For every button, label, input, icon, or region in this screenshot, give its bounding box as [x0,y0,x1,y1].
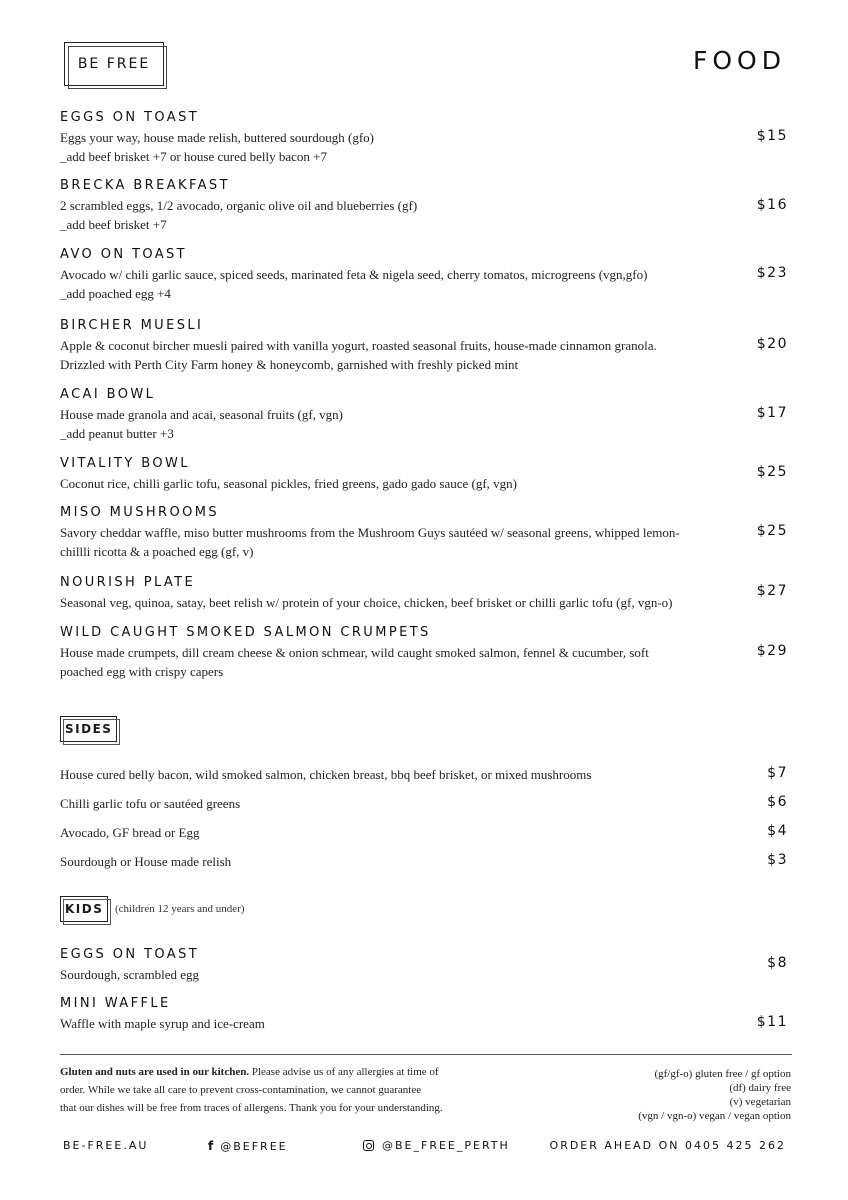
menu-item-miso-mushrooms [60,504,788,561]
item-price: $11 [756,1014,788,1030]
side-row [60,796,788,812]
footer-order: ORDER AHEAD ON 0405 425 262 [549,1139,786,1152]
item-price: $16 [756,197,788,213]
item-price: $20 [756,336,788,352]
menu-item-bircher-muesli [60,317,788,374]
logo: BE FREE [64,42,164,86]
item-name: BRECKA BREAKFAST [60,178,230,193]
menu-item-acai-bowl [60,386,788,443]
item-description: House made crumpets, dill cream cheese & onion schmear, wild caught smoked salmon, fennel & cucumber, soft poached egg with crispy capers [60,645,649,679]
allergen-bold: Gluten and nuts are used in our kitchen. [60,1066,250,1078]
item-description: Seasonal veg, quinoa, satay, beet relish w/ protein of your choice, chicken, beef brisket or chilli garlic tofu (gf, vgn-o) [60,595,673,610]
side-text: Chilli garlic tofu or sautéed greens [60,796,241,811]
facebook-icon: f [208,1139,214,1153]
item-name: MINI WAFFLE [60,996,171,1011]
side-row [60,854,788,870]
item-name: ACAI BOWL [60,387,156,402]
item-description: Apple & coconut bircher muesli paired with vanilla yogurt, roasted seasonal fruits, house-made cinnamon granola. Drizzled with Perth City Farm honey & honeycomb, garnished with freshly picked mint [60,338,657,372]
menu-item-salmon-crumpets [60,624,788,681]
item-description: Coconut rice, chilli garlic tofu, seasonal pickles, fried greens, gado gado sauce (gf, vgn) [60,476,518,491]
side-text: Sourdough or House made relish [60,854,232,869]
item-price: $17 [756,405,788,421]
item-description: House made granola and acai, seasonal fruits (gf, vgn) _add peanut butter +3 [60,407,344,441]
allergen-note: Gluten and nuts are used in our kitchen. Please advise us of any allergies at time of order. While we take all care to prevent cross-contamination, we cannot guarantee that our dishes will be free from traces of allergens. Thank you for your understanding. [60,1066,443,1114]
item-price: $8 [767,955,788,971]
item-price: $29 [756,643,788,659]
item-name: MISO MUSHROOMS [60,505,219,520]
side-text: Avocado, GF bread or Egg [60,825,200,840]
item-description: Eggs your way, house made relish, buttered sourdough (gfo) _add beef brisket +7 or house cured belly bacon +7 [60,130,374,164]
item-price: $23 [756,265,788,281]
page-title: FOOD [693,46,786,75]
side-text: House cured belly bacon, wild smoked salmon, chicken breast, bbq beef brisket, or mixed mushrooms [60,767,592,782]
section-label-kids: KIDS [60,896,108,922]
item-price: $25 [756,523,788,539]
footer-instagram[interactable]: @BE_FREE_PERTH [363,1139,510,1152]
item-name: EGGS ON TOAST [60,947,200,962]
kids-item-mini-waffle [60,995,788,1033]
kids-item-eggs-on-toast [60,946,788,984]
menu-item-nourish-plate [60,574,788,612]
item-price: $25 [756,464,788,480]
menu-item-eggs-on-toast [60,109,788,166]
side-price: $6 [767,794,788,810]
side-price: $4 [767,823,788,839]
item-description: Savory cheddar waffle, miso butter mushrooms from the Mushroom Guys sautéed w/ seasonal greens, whipped lemon- chillli ricotta & a poached egg (gf, v) [60,525,680,559]
side-price: $7 [767,765,788,781]
menu-item-avo-on-toast [60,246,788,303]
item-description: Waffle with maple syrup and ice-cream [60,1016,265,1031]
footer-website[interactable]: BE-FREE.AU [63,1139,149,1152]
item-name: AVO ON TOAST [60,247,188,262]
item-name: NOURISH PLATE [60,575,196,590]
section-label-sides: SIDES [60,716,117,742]
item-price: $27 [756,583,788,599]
side-row [60,825,788,841]
item-price: $15 [756,128,788,144]
item-name: BIRCHER MUESLI [60,318,204,333]
side-price: $3 [767,852,788,868]
item-name: EGGS ON TOAST [60,110,200,125]
dietary-legend: (gf/gf-o) gluten free / gf option (df) dairy free (v) vegetarian (vgn / vgn-o) vegan / vegan option [638,1068,791,1122]
menu-item-brecka-breakfast [60,177,788,234]
item-name: WILD CAUGHT SMOKED SALMON CRUMPETS [60,625,431,640]
footer-facebook[interactable]: f @BEFREE [208,1139,288,1153]
item-description: Avocado w/ chili garlic sauce, spiced seeds, marinated feta & nigela seed, cherry tomatos, microgreens (vgn,gfo) _add poached egg +4 [60,267,648,301]
divider [60,1054,792,1055]
side-row [60,767,788,783]
item-name: VITALITY BOWL [60,456,190,471]
item-description: Sourdough, scrambled egg [60,967,200,982]
instagram-icon [363,1140,374,1151]
menu-item-vitality-bowl [60,455,788,493]
item-description: 2 scrambled eggs, 1/2 avocado, organic olive oil and blueberries (gf) _add beef brisket +7 [60,198,418,232]
kids-note: (children 12 years and under) [115,903,245,915]
